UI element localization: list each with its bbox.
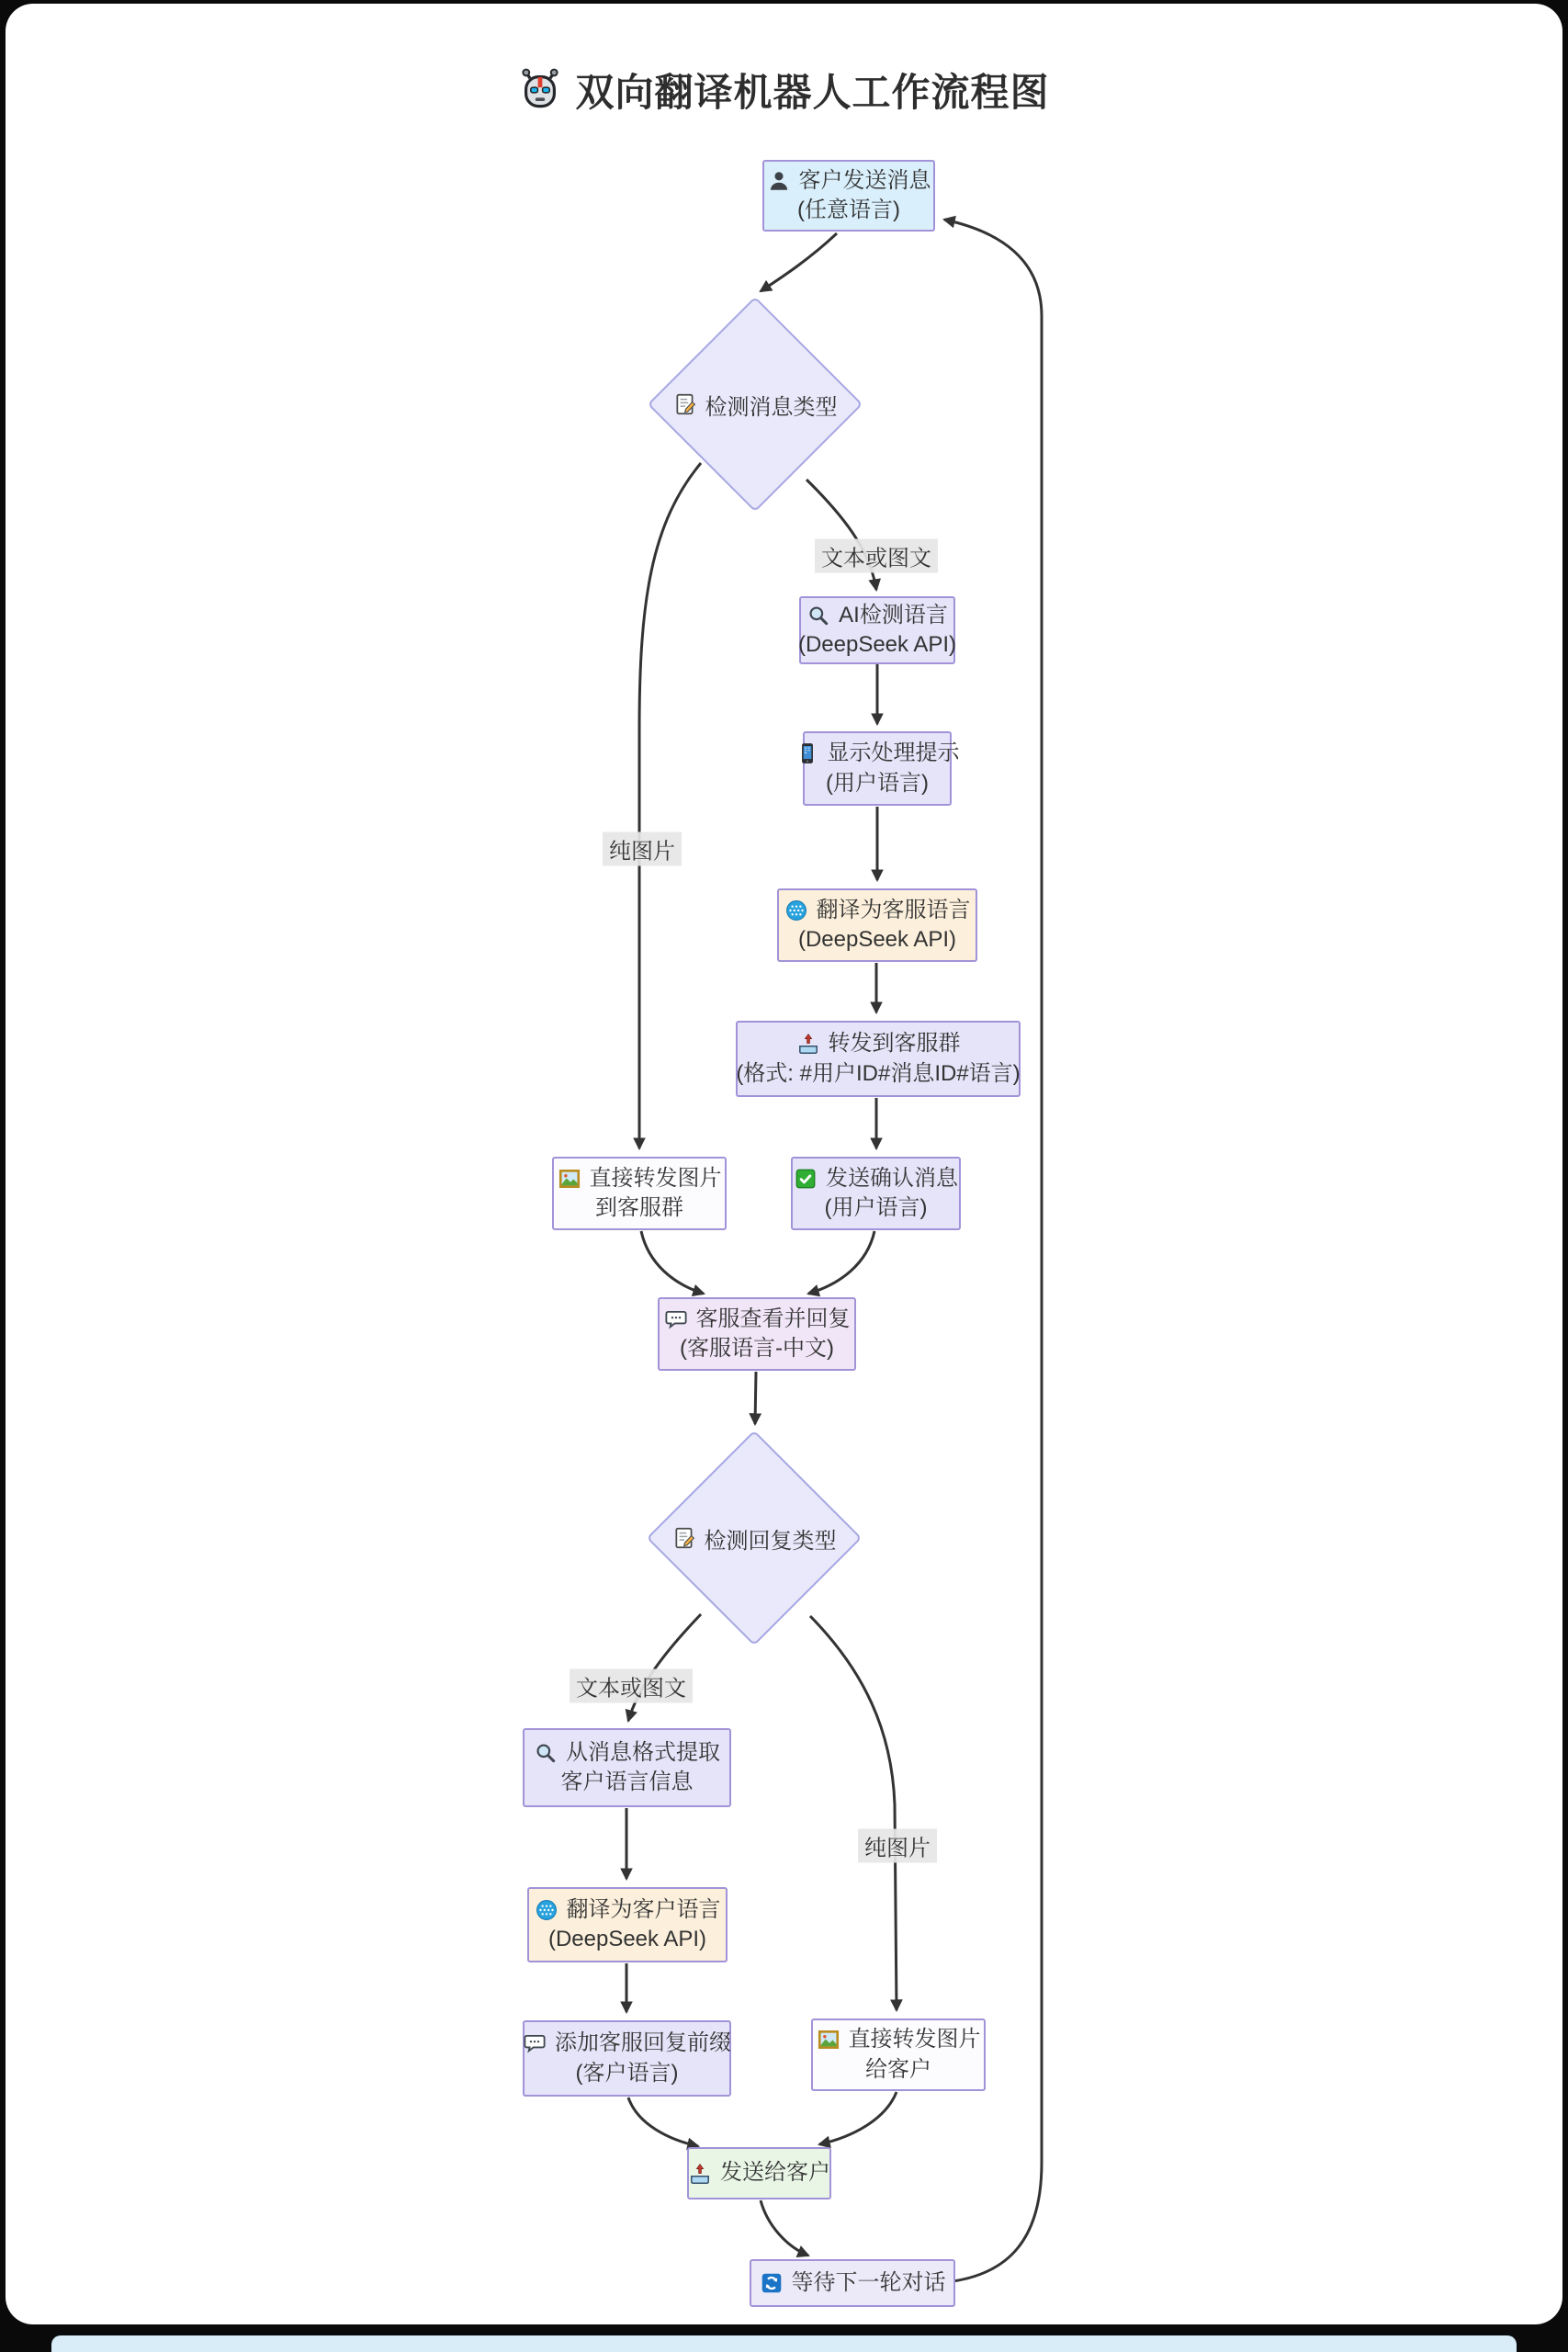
node-label: 翻译为客服语言 [816, 897, 971, 922]
globe-icon [784, 899, 808, 922]
refresh-icon [760, 2271, 784, 2295]
edge-label-text-or-mixed-2: 文本或图文 [570, 1669, 693, 1703]
node-translate-to-customer-language [527, 1887, 728, 1962]
node-label: 从消息格式提取 [566, 1739, 720, 1765]
node-sublabel: (客户语言) [575, 2060, 679, 2086]
node-label: AI检测语言 [839, 602, 948, 628]
outbox-icon [796, 1032, 820, 1056]
node-ai-detect-language [799, 596, 955, 664]
memo-icon [672, 1526, 696, 1550]
node-sublabel: 客户语言信息 [560, 1770, 694, 1794]
memo-icon [673, 392, 697, 416]
node-sublabel: (DeepSeek API) [547, 1927, 707, 1951]
edge-label-pure-image-2: 纯图片 [858, 1829, 937, 1863]
flowchart-canvas [6, 4, 1562, 2324]
edge-label-pure-image-1: 纯图片 [603, 832, 682, 866]
node-send-confirmation [791, 1157, 961, 1230]
outbox-icon [688, 2162, 712, 2186]
node-label: 检测回复类型 [704, 1528, 837, 1554]
node-extract-customer-language [523, 1728, 731, 1807]
node-sublabel: (用户语言) [824, 1195, 928, 1220]
search-icon [534, 1741, 558, 1765]
node-label: 直接转发图片 [589, 1165, 722, 1191]
page-title-text: 双向翻译机器人工作流程图 [575, 71, 1050, 114]
node-label: 检测消息类型 [705, 394, 838, 420]
node-label: 翻译为客户语言 [566, 1896, 721, 1922]
phone-icon [795, 741, 819, 765]
node-label: 发送给客户 [720, 2160, 830, 2186]
node-send-to-customer [687, 2147, 831, 2199]
node-sublabel: 给客户 [865, 2056, 931, 2082]
node-label: 等待下一轮对话 [791, 2269, 946, 2295]
picture-icon [558, 1167, 581, 1191]
node-detect-message-type [645, 294, 865, 514]
node-detect-reply-type [644, 1428, 864, 1648]
node-translate-to-support-language [777, 888, 977, 962]
node-label: 客户发送消息 [798, 167, 931, 193]
node-label: 显示处理提示 [827, 741, 960, 766]
node-wait-next-round [750, 2259, 955, 2307]
node-sublabel: 到客服群 [595, 1195, 683, 1220]
node-label: 添加客服回复前缀 [555, 2030, 731, 2056]
node-sublabel: (格式: #用户ID#消息ID#语言) [736, 1060, 1021, 1086]
node-label: 客服查看并回复 [695, 1306, 851, 1331]
picture-icon [817, 2028, 840, 2052]
node-label: 直接转发图片 [848, 2027, 981, 2052]
node-show-processing-hint [803, 731, 960, 806]
node-sublabel: (DeepSeek API) [797, 927, 957, 952]
check-icon [794, 1167, 818, 1191]
node-support-view-reply [658, 1297, 856, 1371]
speech-icon [523, 2031, 547, 2055]
search-icon [807, 604, 830, 628]
node-forward-to-support-group [736, 1021, 1021, 1097]
node-sublabel: (DeepSeek API) [797, 632, 957, 657]
node-label: 发送确认消息 [826, 1165, 958, 1191]
node-sublabel: (任意语言) [797, 198, 900, 222]
globe-icon [535, 1898, 558, 1922]
node-add-reply-prefix [523, 2020, 731, 2097]
node-forward-image-to-customer [811, 2018, 986, 2091]
node-sublabel: (用户语言) [826, 770, 929, 796]
node-customer-send [762, 160, 935, 232]
next-section-strip [51, 2335, 1517, 2352]
node-sublabel: (客服语言-中文) [680, 1336, 834, 1361]
node-forward-image-to-group [552, 1157, 727, 1230]
node-label: 转发到客服群 [828, 1031, 961, 1057]
person-icon [767, 169, 791, 193]
edge-label-text-or-mixed-1: 文本或图文 [815, 539, 938, 573]
speech-icon [664, 1307, 688, 1331]
